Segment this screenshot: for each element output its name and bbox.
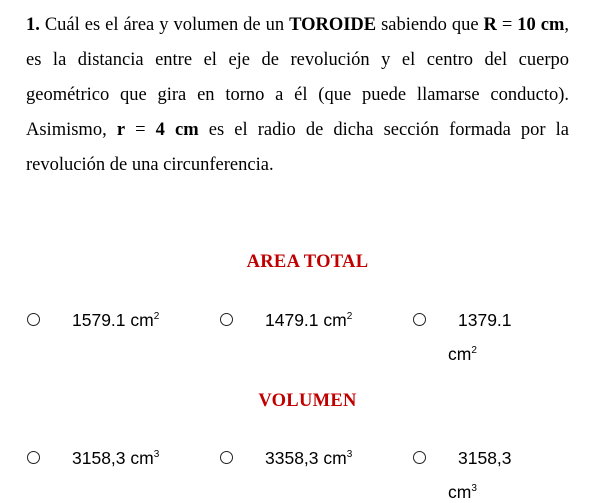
radio-button-icon[interactable] (27, 313, 40, 326)
volume-option-3[interactable] (413, 447, 512, 503)
area-title: AREA TOTAL (246, 252, 369, 272)
volume-option-3-label: 3158,3 $cm^3$ (448, 448, 512, 502)
question-part: = (496, 15, 518, 35)
area-option-1[interactable] (27, 309, 159, 331)
question-R-value: 10 cm (517, 15, 565, 35)
question-r: r (116, 120, 126, 140)
radio-button-icon[interactable] (413, 451, 426, 464)
question-toroide: TOROIDE (289, 15, 377, 35)
area-option-2-label: 1479.1 $cm^2$ (265, 310, 353, 330)
radio-button-icon[interactable] (413, 313, 426, 326)
question-part: = (125, 120, 156, 140)
question-r-value: 4 cm (155, 120, 199, 140)
question-part: , es la distancia entre el eje de revolución y el centro del cuerpo geométrico que gira en torno a él (que puede llamarse conducto). Asimismo, (26, 15, 570, 140)
question-R: R (483, 15, 497, 35)
question-part: Cuál es el área y volumen de un (39, 15, 290, 35)
area-option-3[interactable] (413, 309, 512, 365)
question-part: es el radio de dicha sección formada por la revolución de una circunferencia. (26, 120, 570, 175)
radio-button-icon[interactable] (27, 451, 40, 464)
volume-title: VOLUMEN (258, 391, 357, 411)
volume-option-2[interactable] (220, 447, 352, 469)
area-option-2[interactable] (220, 309, 352, 331)
question-text (26, 8, 569, 183)
question-part: sabiendo que (376, 15, 484, 35)
volume-option-1[interactable] (27, 447, 159, 469)
question-number: 1. (26, 15, 40, 35)
volume-option-2-label: 3358,3 $cm^3$ (265, 448, 353, 468)
radio-button-icon[interactable] (220, 313, 233, 326)
area-option-3-label: 1379.1 $cm^2$ (448, 310, 512, 364)
area-option-1-label: 1579.1 $cm^2$ (72, 310, 160, 330)
radio-button-icon[interactable] (220, 451, 233, 464)
volume-option-1-label: 3158,3 $cm^3$ (72, 448, 160, 468)
